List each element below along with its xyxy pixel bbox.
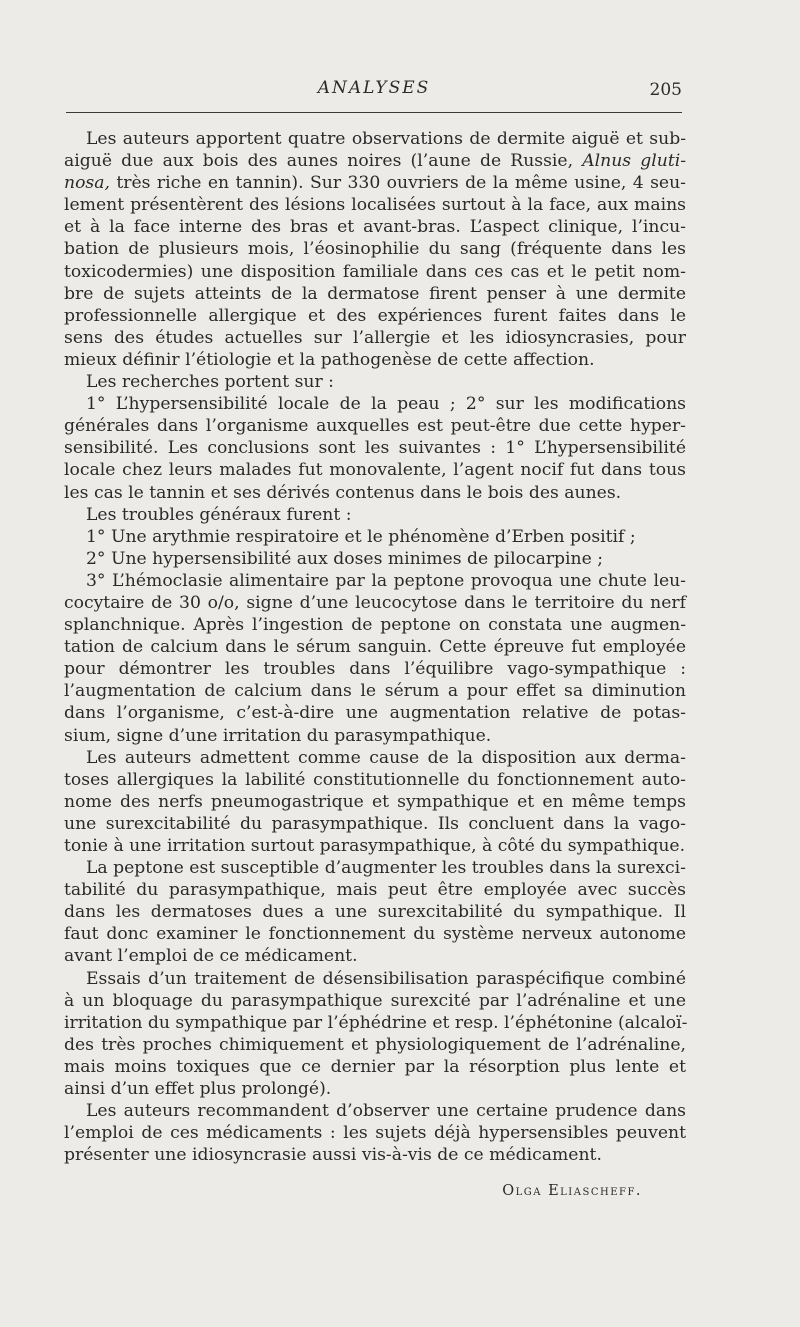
page-number: 205 (649, 80, 682, 100)
author-signature: Olga Eliascheff. (502, 1183, 642, 1199)
text-line: l’emploi de ces médicaments : les sujets déjà hypersensibles peuvent (64, 1123, 686, 1144)
text-line: nome des nerfs pneumogastrique et sympathique et en même temps (64, 791, 686, 812)
text-line: tabilité du parasympathique, mais peut être employée avec succès (64, 880, 686, 901)
paragraph (64, 128, 686, 371)
text-line: sensibilité. Les conclusions sont les suivantes : 1° L’hypersensibilité (64, 438, 686, 459)
text-line: bre de sujets atteints de la dermatose firent penser à une dermite (64, 283, 686, 304)
text-line: une surexcitabilité du parasympathique. Ils concluent dans la vago- (64, 813, 686, 834)
header-rule (66, 112, 682, 113)
text-line: locale chez leurs malades fut monovalente, l’agent nocif fut dans tous (64, 460, 686, 481)
text-line: 2° Une hypersensibilité aux doses minimes de pilocarpine ; (86, 548, 604, 569)
text-line: dans les dermatoses dues a une surexcitabilité du sympathique. Il (64, 902, 686, 923)
text-line: l’augmentation de calcium dans le sérum a pour effet sa diminution (64, 681, 686, 702)
text-line: aiguë due aux bois des aunes noires (l’aune de Russie, Alnus gluti- (64, 151, 687, 172)
text-line: La peptone est susceptible d’augmenter les troubles dans la surexci- (86, 858, 686, 879)
text-line: Les auteurs admettent comme cause de la disposition aux derma- (86, 747, 686, 768)
paragraph (64, 968, 686, 1101)
text-line: 3° L’hémoclasie alimentaire par la peptone provoqua une chute leu- (86, 570, 686, 591)
text-line: les cas le tannin et ses dérivés contenus dans le bois des aunes. (64, 482, 622, 503)
text-line: présenter une idiosyncrasie aussi vis-à-vis de ce médicament. (64, 1145, 602, 1166)
text-line: Les auteurs apportent quatre observations de dermite aiguë et sub- (86, 129, 686, 149)
text-line: Les recherches portent sur : (86, 372, 334, 393)
text-line: des très proches chimiquement et physiologiquement de l’adrénaline, (64, 1034, 686, 1055)
paragraph (64, 857, 686, 967)
text-line: avant l’emploi de ce médicament. (64, 946, 358, 967)
paragraph (64, 548, 686, 570)
text-line: 1° Une arythmie respiratoire et le phénomène d’Erben positif ; (86, 526, 636, 547)
text-line: tonie à une irritation surtout parasympathique, à côté du sympathique. (64, 836, 686, 856)
paragraph (64, 393, 686, 503)
paragraph (64, 1100, 686, 1166)
text-line: splanchnique. Après l’ingestion de peptone on constata une augmen- (64, 615, 686, 636)
paragraph (64, 371, 686, 393)
text-line: tation de calcium dans le sérum sanguin. Cette épreuve fut employée (64, 637, 686, 658)
text-line: cocytaire de 30 o/o, signe d’une leucocytose dans le territoire du nerf (64, 592, 686, 613)
paragraph (64, 570, 686, 747)
text-line: dans l’organisme, c’est-à-dire une augmentation relative de potas- (64, 703, 686, 724)
text-line: et à la face interne des bras et avant-bras. L’aspect clinique, l’incu- (64, 217, 686, 238)
text-line: mieux définir l’étiologie et la pathogenèse de cette affection. (64, 349, 595, 370)
text-line: Les troubles généraux furent : (86, 504, 352, 525)
text-line: professionnelle allergique et des expériences furent faites dans le (64, 305, 686, 326)
text-line: faut donc examiner le fonctionnement du système nerveux autonome (64, 924, 686, 945)
running-title: ANALYSES (317, 78, 431, 98)
text-line: générales dans l’organisme auxquelles est peut-être due cette hyper- (64, 416, 686, 437)
text-line: lement présentèrent des lésions localisées surtout à la face, aux mains (64, 195, 686, 216)
text-line: 1° L’hypersensibilité locale de la peau ; 2° sur les modifications (86, 394, 686, 415)
paragraph (64, 526, 686, 548)
text-line: ainsi d’un effet plus prolongé). (64, 1079, 332, 1100)
text-line: toxicodermies) une disposition familiale dans ces cas et le petit nom- (64, 261, 686, 282)
text-line: toses allergiques la labilité constitutionnelle du fonctionnement auto- (64, 769, 686, 790)
text-line: irritation du sympathique par l’éphédrine et resp. l’éphétonine (alcaloï- (64, 1012, 688, 1033)
text-line: Essais d’un traitement de désensibilisation paraspécifique combiné (86, 968, 686, 989)
paragraph (64, 747, 686, 857)
text-line: mais moins toxiques que ce dernier par la résorption plus lente et (64, 1056, 686, 1077)
text-line: sens des études actuelles sur l’allergie et les idiosyncrasies, pour (64, 327, 686, 348)
text-line: bation de plusieurs mois, l’éosinophilie du sang (fréquente dans les (64, 239, 686, 260)
text-line: pour démontrer les troubles dans l’équilibre vago-sympathique : (64, 659, 686, 680)
page-header (66, 78, 682, 102)
article-body (64, 128, 686, 1166)
paragraph (64, 504, 686, 526)
text-line: Les auteurs recommandent d’observer une certaine prudence dans (86, 1101, 686, 1122)
text-line: à un bloquage du parasympathique surexcité par l’adrénaline et une (64, 990, 686, 1011)
text-line: nosa, très riche en tannin). Sur 330 ouvriers de la même usine, 4 seu- (64, 173, 686, 194)
text-line: sium, signe d’une irritation du parasympathique. (64, 725, 492, 746)
